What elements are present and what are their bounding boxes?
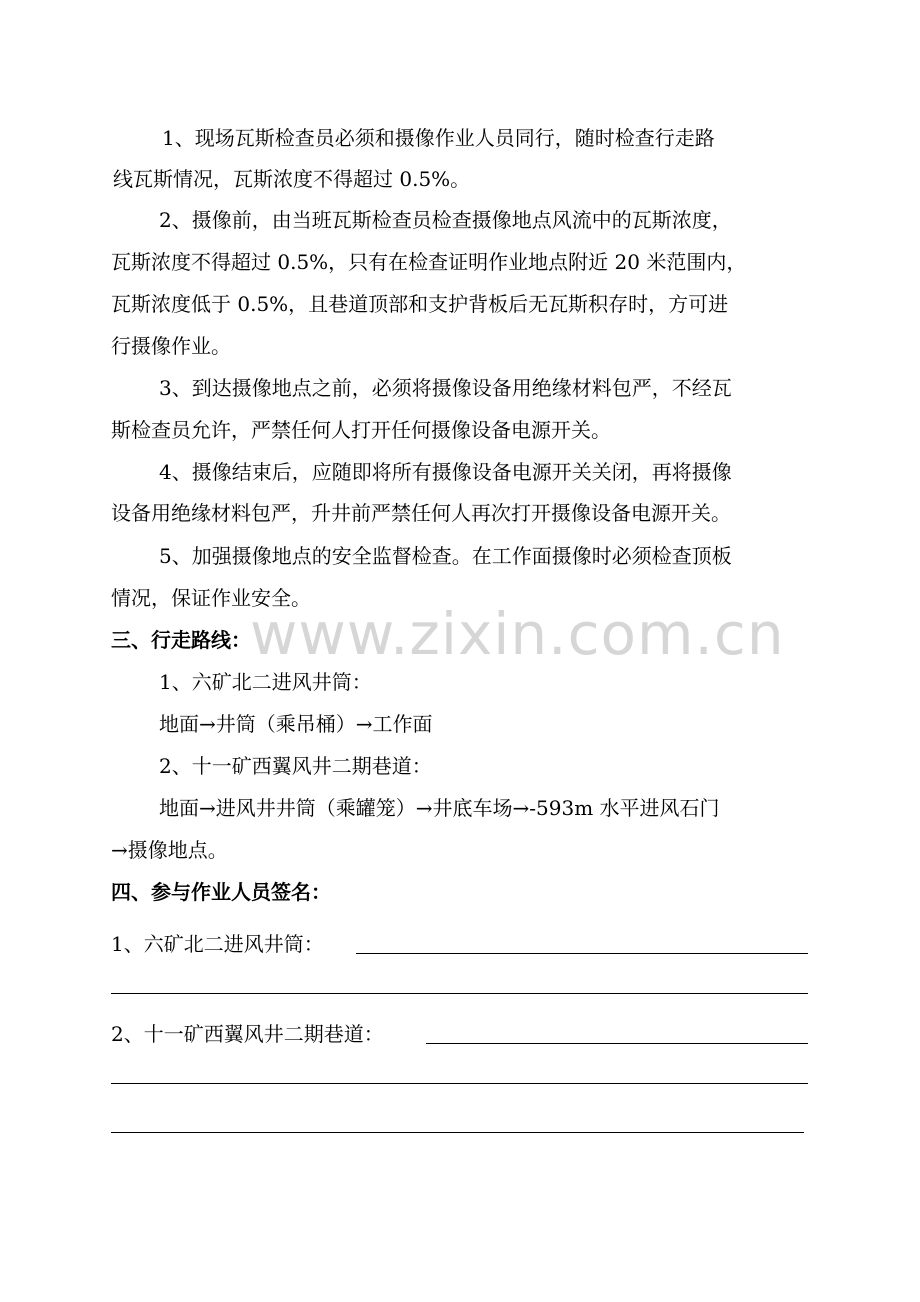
item-3-line-1: 3、到达摄像地点之前，必须将摄像设备用绝缘材料包严，不经瓦	[159, 376, 732, 400]
item-2-line-3: 瓦斯浓度低于 0.5%，且巷道顶部和支护背板后无瓦斯积存时，方可进	[111, 292, 729, 316]
item-2-line-4: 行摄像作业。	[111, 334, 231, 358]
item-5-line-2: 情况，保证作业安全。	[111, 586, 311, 610]
signature-2-label: 2、十一矿西翼风井二期巷道：	[111, 1022, 384, 1046]
route-2-path-line-1: 地面→进风井井筒（乘罐笼）→井底车场→-593m 水平进风石门	[159, 796, 720, 820]
item-5-line-1: 5、加强摄像地点的安全监督检查。在工作面摄像时必须检查顶板	[159, 544, 732, 568]
signature-2-extra-line-1[interactable]	[111, 1083, 808, 1084]
signature-2-extra-line-2[interactable]	[111, 1132, 804, 1133]
signature-1-line[interactable]	[356, 953, 808, 954]
item-1-line-1: 1、现场瓦斯检查员必须和摄像作业人员同行，随时检查行走路	[162, 126, 715, 150]
item-4-line-2: 设备用绝缘材料包严，升井前严禁任何人再次打开摄像设备电源开关。	[111, 501, 731, 525]
item-3-line-2: 斯检查员允许，严禁任何人打开任何摄像设备电源开关。	[111, 418, 611, 442]
signature-1-extra-line[interactable]	[111, 993, 808, 994]
item-2-line-2: 瓦斯浓度不得超过 0.5%，只有在检查证明作业地点附近 20 米范围内，	[111, 250, 747, 274]
signature-2-line[interactable]	[426, 1043, 808, 1044]
item-4-line-1: 4、摄像结束后，应随即将所有摄像设备电源开关关闭，再将摄像	[159, 460, 732, 484]
route-1-path: 地面→井筒（乘吊桶）→工作面	[159, 712, 433, 736]
section-4-heading: 四、参与作业人员签名：	[111, 880, 331, 904]
route-2-path-line-2: →摄像地点。	[111, 838, 228, 862]
item-1-line-2: 线瓦斯情况，瓦斯浓度不得超过 0.5%。	[113, 167, 471, 191]
item-2-line-1: 2、摄像前，由当班瓦斯检查员检查摄像地点风流中的瓦斯浓度，	[159, 208, 732, 232]
route-2-title: 2、十一矿西翼风井二期巷道：	[159, 754, 432, 778]
signature-1-label: 1、六矿北二进风井筒：	[111, 932, 324, 956]
route-1-title: 1、六矿北二进风井筒：	[159, 670, 372, 694]
watermark-text: www.zixin.com.cn	[250, 600, 785, 668]
section-3-heading: 三、行走路线：	[111, 628, 251, 652]
